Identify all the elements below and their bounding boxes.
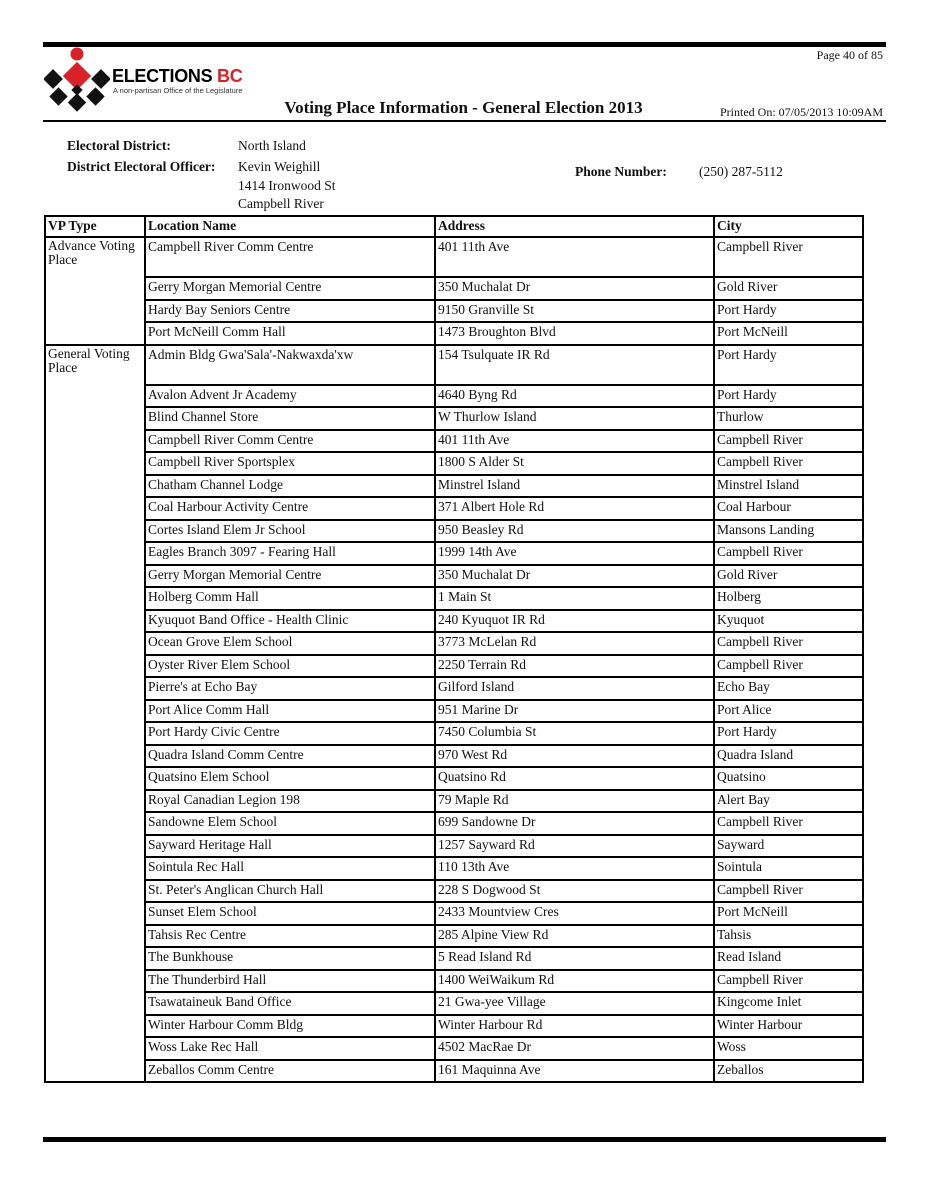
table-row [45, 407, 863, 430]
location-name-cell: Quatsino Elem School [145, 767, 435, 790]
table-row [45, 587, 863, 610]
table-row [45, 857, 863, 880]
address-cell: 1999 14th Ave [435, 542, 714, 565]
table-row [45, 992, 863, 1015]
city-cell: Winter Harbour [714, 1015, 863, 1038]
address-cell: 79 Maple Rd [435, 790, 714, 813]
city-cell: Port Hardy [714, 722, 863, 745]
city-cell: Campbell River [714, 237, 863, 277]
table-row [45, 880, 863, 903]
table-row [45, 497, 863, 520]
table-row [45, 565, 863, 588]
logo-wordmark [112, 66, 242, 87]
city-cell: Port McNeill [714, 322, 863, 345]
address-cell: 401 11th Ave [435, 237, 714, 277]
city-cell: Campbell River [714, 430, 863, 453]
city-cell: Campbell River [714, 880, 863, 903]
location-name-cell: Campbell River Comm Centre [145, 237, 435, 277]
table-row [45, 655, 863, 678]
table-header-row [45, 216, 863, 237]
city-cell: Campbell River [714, 970, 863, 993]
electoral-district-label: Electoral District: [67, 138, 171, 153]
location-name-cell: Port Hardy Civic Centre [145, 722, 435, 745]
address-cell: 1400 WeiWaikum Rd [435, 970, 714, 993]
location-name-cell: Tsawataineuk Band Office [145, 992, 435, 1015]
table-row [45, 385, 863, 408]
table-row [45, 475, 863, 498]
location-name-cell: Quadra Island Comm Centre [145, 745, 435, 768]
address-cell: 5 Read Island Rd [435, 947, 714, 970]
address-cell: 7450 Columbia St [435, 722, 714, 745]
city-cell: Tahsis [714, 925, 863, 948]
officer-label: District Electoral Officer: [67, 159, 216, 174]
logo-tagline: A non-partisan Office of the Legislature [113, 86, 243, 95]
address-cell: 1257 Sayward Rd [435, 835, 714, 858]
address-cell: Gilford Island [435, 677, 714, 700]
vp-type-cell: General Voting Place [45, 345, 145, 1083]
location-name-cell: Tahsis Rec Centre [145, 925, 435, 948]
voting-place-table [44, 215, 864, 1083]
location-name-cell: Pierre's at Echo Bay [145, 677, 435, 700]
location-name-cell: Woss Lake Rec Hall [145, 1037, 435, 1060]
address-cell: 4640 Byng Rd [435, 385, 714, 408]
printed-on: Printed On: 07/05/2013 10:09AM [719, 105, 883, 119]
officer-street: 1414 Ironwood St [238, 178, 336, 193]
address-cell: 401 11th Ave [435, 430, 714, 453]
logo-word-bc: BC [217, 66, 243, 86]
table-row [45, 677, 863, 700]
table-row [45, 722, 863, 745]
table-row [45, 947, 863, 970]
header-rule [43, 120, 886, 122]
address-cell: 4502 MacRae Dr [435, 1037, 714, 1060]
city-cell: Kyuquot [714, 610, 863, 633]
location-name-cell: Eagles Branch 3097 - Fearing Hall [145, 542, 435, 565]
location-name-cell: Sayward Heritage Hall [145, 835, 435, 858]
location-name-cell: Oyster River Elem School [145, 655, 435, 678]
table-row [45, 300, 863, 323]
page-title: Voting Place Information - General Election 2013 [284, 98, 643, 117]
bottom-rule [43, 1137, 886, 1142]
table-row [45, 745, 863, 768]
city-cell: Holberg [714, 587, 863, 610]
page-number: Page 40 of 85 [816, 48, 883, 62]
city-cell: Port Hardy [714, 385, 863, 408]
address-cell: 110 13th Ave [435, 857, 714, 880]
phone-value: (250) 287-5112 [699, 164, 783, 179]
location-name-cell: Zeballos Comm Centre [145, 1060, 435, 1083]
location-name-cell: Ocean Grove Elem School [145, 632, 435, 655]
location-name-cell: The Thunderbird Hall [145, 970, 435, 993]
address-cell: 240 Kyuquot IR Rd [435, 610, 714, 633]
address-cell: W Thurlow Island [435, 407, 714, 430]
address-cell: 228 S Dogwood St [435, 880, 714, 903]
table-row [45, 1037, 863, 1060]
address-cell: 1 Main St [435, 587, 714, 610]
location-name-cell: Royal Canadian Legion 198 [145, 790, 435, 813]
electoral-district-value: North Island [238, 138, 306, 153]
location-name-cell: Gerry Morgan Memorial Centre [145, 277, 435, 300]
table-row [45, 520, 863, 543]
city-cell: Campbell River [714, 542, 863, 565]
table-row [45, 542, 863, 565]
city-cell: Sointula [714, 857, 863, 880]
city-cell: Campbell River [714, 452, 863, 475]
table-row [45, 237, 863, 277]
address-cell: 9150 Granville St [435, 300, 714, 323]
city-cell: Read Island [714, 947, 863, 970]
table-row [45, 902, 863, 925]
header-city: City [714, 216, 863, 237]
location-name-cell: Port Alice Comm Hall [145, 700, 435, 723]
table-row [45, 925, 863, 948]
address-cell: 1473 Broughton Blvd [435, 322, 714, 345]
table-row [45, 430, 863, 453]
address-cell: 161 Maquinna Ave [435, 1060, 714, 1083]
table-row [45, 700, 863, 723]
address-cell: 1800 S Alder St [435, 452, 714, 475]
city-cell: Kingcome Inlet [714, 992, 863, 1015]
city-cell: Campbell River [714, 655, 863, 678]
table-row [45, 812, 863, 835]
table-row [45, 322, 863, 345]
table-row [45, 452, 863, 475]
phone-label: Phone Number: [575, 164, 667, 179]
address-cell: 950 Beasley Rd [435, 520, 714, 543]
location-name-cell: Cortes Island Elem Jr School [145, 520, 435, 543]
location-name-cell: Campbell River Comm Centre [145, 430, 435, 453]
city-cell: Port McNeill [714, 902, 863, 925]
city-cell: Campbell River [714, 632, 863, 655]
header-vp-type: VP Type [45, 216, 145, 237]
location-name-cell: Holberg Comm Hall [145, 587, 435, 610]
city-cell: Thurlow [714, 407, 863, 430]
header-address: Address [435, 216, 714, 237]
logo-word-elections: ELECTIONS [112, 66, 218, 86]
officer-name: Kevin Weighill [238, 159, 321, 174]
location-name-cell: The Bunkhouse [145, 947, 435, 970]
address-cell: 951 Marine Dr [435, 700, 714, 723]
table-row [45, 610, 863, 633]
location-name-cell: Sointula Rec Hall [145, 857, 435, 880]
table-row [45, 632, 863, 655]
table-row [45, 1015, 863, 1038]
location-name-cell: Blind Channel Store [145, 407, 435, 430]
officer-city: Campbell River [238, 196, 324, 211]
location-name-cell: St. Peter's Anglican Church Hall [145, 880, 435, 903]
address-cell: 970 West Rd [435, 745, 714, 768]
header-location-name: Location Name [145, 216, 435, 237]
address-cell: 21 Gwa-yee Village [435, 992, 714, 1015]
table-row [45, 835, 863, 858]
city-cell: Gold River [714, 277, 863, 300]
location-name-cell: Sunset Elem School [145, 902, 435, 925]
city-cell: Woss [714, 1037, 863, 1060]
city-cell: Mansons Landing [714, 520, 863, 543]
city-cell: Alert Bay [714, 790, 863, 813]
address-cell: 350 Muchalat Dr [435, 277, 714, 300]
city-cell: Zeballos [714, 1060, 863, 1083]
address-cell: 154 Tsulquate IR Rd [435, 345, 714, 385]
city-cell: Quatsino [714, 767, 863, 790]
location-name-cell: Winter Harbour Comm Bldg [145, 1015, 435, 1038]
vp-type-cell: Advance Voting Place [45, 237, 145, 345]
city-cell: Minstrel Island [714, 475, 863, 498]
address-cell: Quatsino Rd [435, 767, 714, 790]
city-cell: Campbell River [714, 812, 863, 835]
address-cell: 2250 Terrain Rd [435, 655, 714, 678]
address-cell: Minstrel Island [435, 475, 714, 498]
table-row [45, 345, 863, 385]
city-cell: Gold River [714, 565, 863, 588]
city-cell: Port Hardy [714, 300, 863, 323]
city-cell: Echo Bay [714, 677, 863, 700]
city-cell: Coal Harbour [714, 497, 863, 520]
city-cell: Quadra Island [714, 745, 863, 768]
city-cell: Port Alice [714, 700, 863, 723]
location-name-cell: Kyuquot Band Office - Health Clinic [145, 610, 435, 633]
table-row [45, 790, 863, 813]
location-name-cell: Avalon Advent Jr Academy [145, 385, 435, 408]
location-name-cell: Chatham Channel Lodge [145, 475, 435, 498]
address-cell: 371 Albert Hole Rd [435, 497, 714, 520]
address-cell: 2433 Mountview Cres [435, 902, 714, 925]
city-cell: Sayward [714, 835, 863, 858]
address-cell: 699 Sandowne Dr [435, 812, 714, 835]
location-name-cell: Admin Bldg Gwa'Sala'-Nakwaxda'xw [145, 345, 435, 385]
table-row [45, 1060, 863, 1083]
table-row [45, 970, 863, 993]
address-cell: 285 Alpine View Rd [435, 925, 714, 948]
location-name-cell: Coal Harbour Activity Centre [145, 497, 435, 520]
location-name-cell: Gerry Morgan Memorial Centre [145, 565, 435, 588]
table-row [45, 277, 863, 300]
location-name-cell: Port McNeill Comm Hall [145, 322, 435, 345]
address-cell: Winter Harbour Rd [435, 1015, 714, 1038]
table-body [45, 237, 863, 1082]
location-name-cell: Sandowne Elem School [145, 812, 435, 835]
location-name-cell: Hardy Bay Seniors Centre [145, 300, 435, 323]
address-cell: 3773 McLelan Rd [435, 632, 714, 655]
location-name-cell: Campbell River Sportsplex [145, 452, 435, 475]
address-cell: 350 Muchalat Dr [435, 565, 714, 588]
city-cell: Port Hardy [714, 345, 863, 385]
table-row [45, 767, 863, 790]
